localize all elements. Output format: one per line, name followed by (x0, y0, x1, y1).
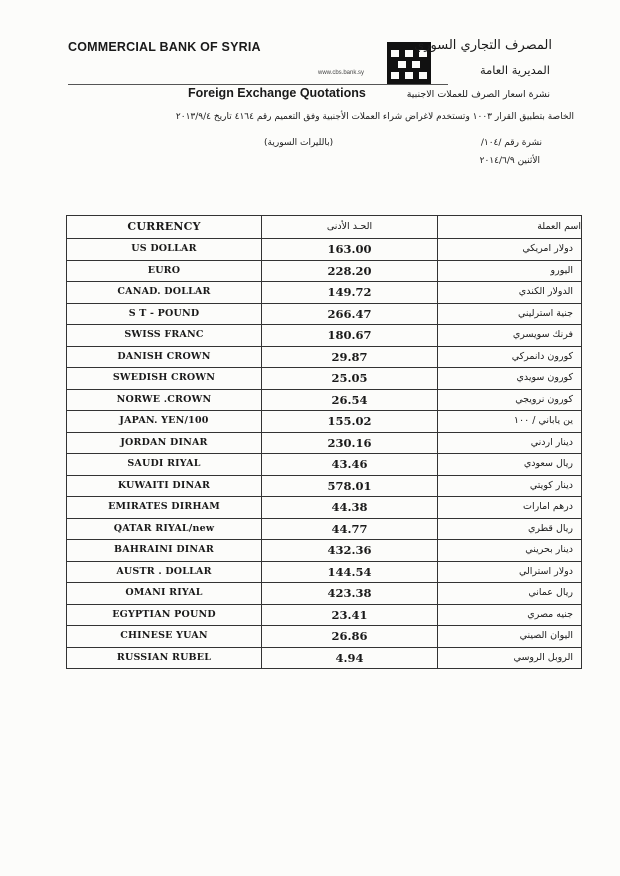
bulletin-date: الأثنين ٢٠١٤/٦/٩ (479, 156, 540, 166)
table-body (67, 239, 582, 669)
min-rate-value: 149.72 (262, 282, 438, 304)
currency-name-en: OMANI RIYAL (67, 583, 262, 605)
min-rate-value: 266.47 (262, 303, 438, 325)
min-rate-value: 230.16 (262, 432, 438, 454)
min-rate-value: 228.20 (262, 260, 438, 282)
currency-name-ar: درهم امارات (438, 497, 582, 519)
min-rate-value: 43.46 (262, 454, 438, 476)
table-row (67, 518, 582, 540)
table-row (67, 626, 582, 648)
document-title-en: Foreign Exchange Quotations (188, 86, 366, 100)
currency-name-en: KUWAITI DINAR (67, 475, 262, 497)
table-row (67, 604, 582, 626)
header-divider (68, 84, 448, 85)
min-rate-value: 26.54 (262, 389, 438, 411)
header-min-rate: الحـد الأدنى (262, 216, 438, 239)
intro-text-ar: الخاصة بتطبيق القرار ١٠٠٣ وتستخدم لاغراض شراء العملات الأجنبية وفق التعميم رقم ٤١٦٤ تاريخ ٢٠١٣/٩/٤ (175, 112, 574, 122)
table-row (67, 432, 582, 454)
min-rate-value: 432.36 (262, 540, 438, 562)
currency-name-en: EURO (67, 260, 262, 282)
currency-name-en: SAUDI RIYAL (67, 454, 262, 476)
table-row (67, 303, 582, 325)
currency-name-en: CHINESE YUAN (67, 626, 262, 648)
currency-name-en: S T - POUND (67, 303, 262, 325)
currency-name-en: SWEDISH CROWN (67, 368, 262, 390)
table-row (67, 647, 582, 669)
min-rate-value: 44.38 (262, 497, 438, 519)
currency-name-en: CANAD. DOLLAR (67, 282, 262, 304)
currency-name-ar: ريال عماني (438, 583, 582, 605)
currency-name-ar: كورون دانمركي (438, 346, 582, 368)
table-row (67, 475, 582, 497)
currency-name-en: DANISH CROWN (67, 346, 262, 368)
header-currency-name-ar: اسم العملة (438, 216, 582, 239)
currency-name-ar: جنية استرليني (438, 303, 582, 325)
currency-name-en: QATAR RIYAL/new (67, 518, 262, 540)
table-row (67, 368, 582, 390)
table-row (67, 583, 582, 605)
table-row (67, 346, 582, 368)
bulletin-number: نشرة رقم /١٠٤/ (480, 138, 542, 148)
table-row (67, 454, 582, 476)
table-row (67, 325, 582, 347)
currency-name-ar: اليورو (438, 260, 582, 282)
header-currency: CURRENCY (67, 216, 262, 239)
min-rate-value: 29.87 (262, 346, 438, 368)
table-row (67, 260, 582, 282)
currency-name-en: JORDAN DINAR (67, 432, 262, 454)
min-rate-value: 144.54 (262, 561, 438, 583)
currency-name-en: JAPAN. YEN/100 (67, 411, 262, 433)
currency-name-en: NORWE .CROWN (67, 389, 262, 411)
document-title-ar: نشرة اسعار الصرف للعملات الاجنبية (406, 89, 550, 100)
currency-name-ar: دولار استرالي (438, 561, 582, 583)
currency-name-en: EGYPTIAN POUND (67, 604, 262, 626)
currency-name-ar: كورون سويدي (438, 368, 582, 390)
currency-name-en: RUSSIAN RUBEL (67, 647, 262, 669)
currency-unit-note: (بالليرات السورية) (264, 138, 334, 148)
bank-name-en: COMMERCIAL BANK OF SYRIA (68, 40, 261, 54)
min-rate-value: 23.41 (262, 604, 438, 626)
currency-name-ar: ريال سعودي (438, 454, 582, 476)
min-rate-value: 44.77 (262, 518, 438, 540)
table-row (67, 411, 582, 433)
currency-name-ar: اليوان الصيني (438, 626, 582, 648)
min-rate-value: 423.38 (262, 583, 438, 605)
currency-name-ar: دينار بحريني (438, 540, 582, 562)
currency-name-en: SWISS FRANC (67, 325, 262, 347)
currency-name-ar: دينار كويتي (438, 475, 582, 497)
table-row (67, 389, 582, 411)
currency-name-en: EMIRATES DIRHAM (67, 497, 262, 519)
website-text: www.cbs.bank.sy (318, 70, 365, 76)
min-rate-value: 163.00 (262, 239, 438, 261)
currency-name-ar: ين ياباني / ١٠٠ (438, 411, 582, 433)
currency-name-ar: دينار اردني (438, 432, 582, 454)
table-row (67, 282, 582, 304)
min-rate-value: 578.01 (262, 475, 438, 497)
currency-name-en: US DOLLAR (67, 239, 262, 261)
min-rate-value: 25.05 (262, 368, 438, 390)
currency-name-ar: فرنك سويسري (438, 325, 582, 347)
directorate-ar: المديرية العامة (479, 63, 550, 77)
min-rate-value: 26.86 (262, 626, 438, 648)
currency-name-ar: الدولار الكندي (438, 282, 582, 304)
currency-name-en: AUSTR . DOLLAR (67, 561, 262, 583)
exchange-rate-table (66, 215, 582, 669)
min-rate-value: 155.02 (262, 411, 438, 433)
currency-name-ar: ريال قطري (438, 518, 582, 540)
min-rate-value: 4.94 (262, 647, 438, 669)
currency-name-ar: الروبل الروسي (438, 647, 582, 669)
table-header-row (67, 216, 582, 239)
table-row (67, 561, 582, 583)
currency-name-ar: كورون نرويجي (438, 389, 582, 411)
table-row (67, 540, 582, 562)
currency-name-ar: جنيه مصري (438, 604, 582, 626)
currency-name-ar: دولار امريكي (438, 239, 582, 261)
currency-name-en: BAHRAINI DINAR (67, 540, 262, 562)
table-row (67, 239, 582, 261)
table-row (67, 497, 582, 519)
bank-name-ar: المصرف التجاري السوري (414, 38, 552, 53)
min-rate-value: 180.67 (262, 325, 438, 347)
